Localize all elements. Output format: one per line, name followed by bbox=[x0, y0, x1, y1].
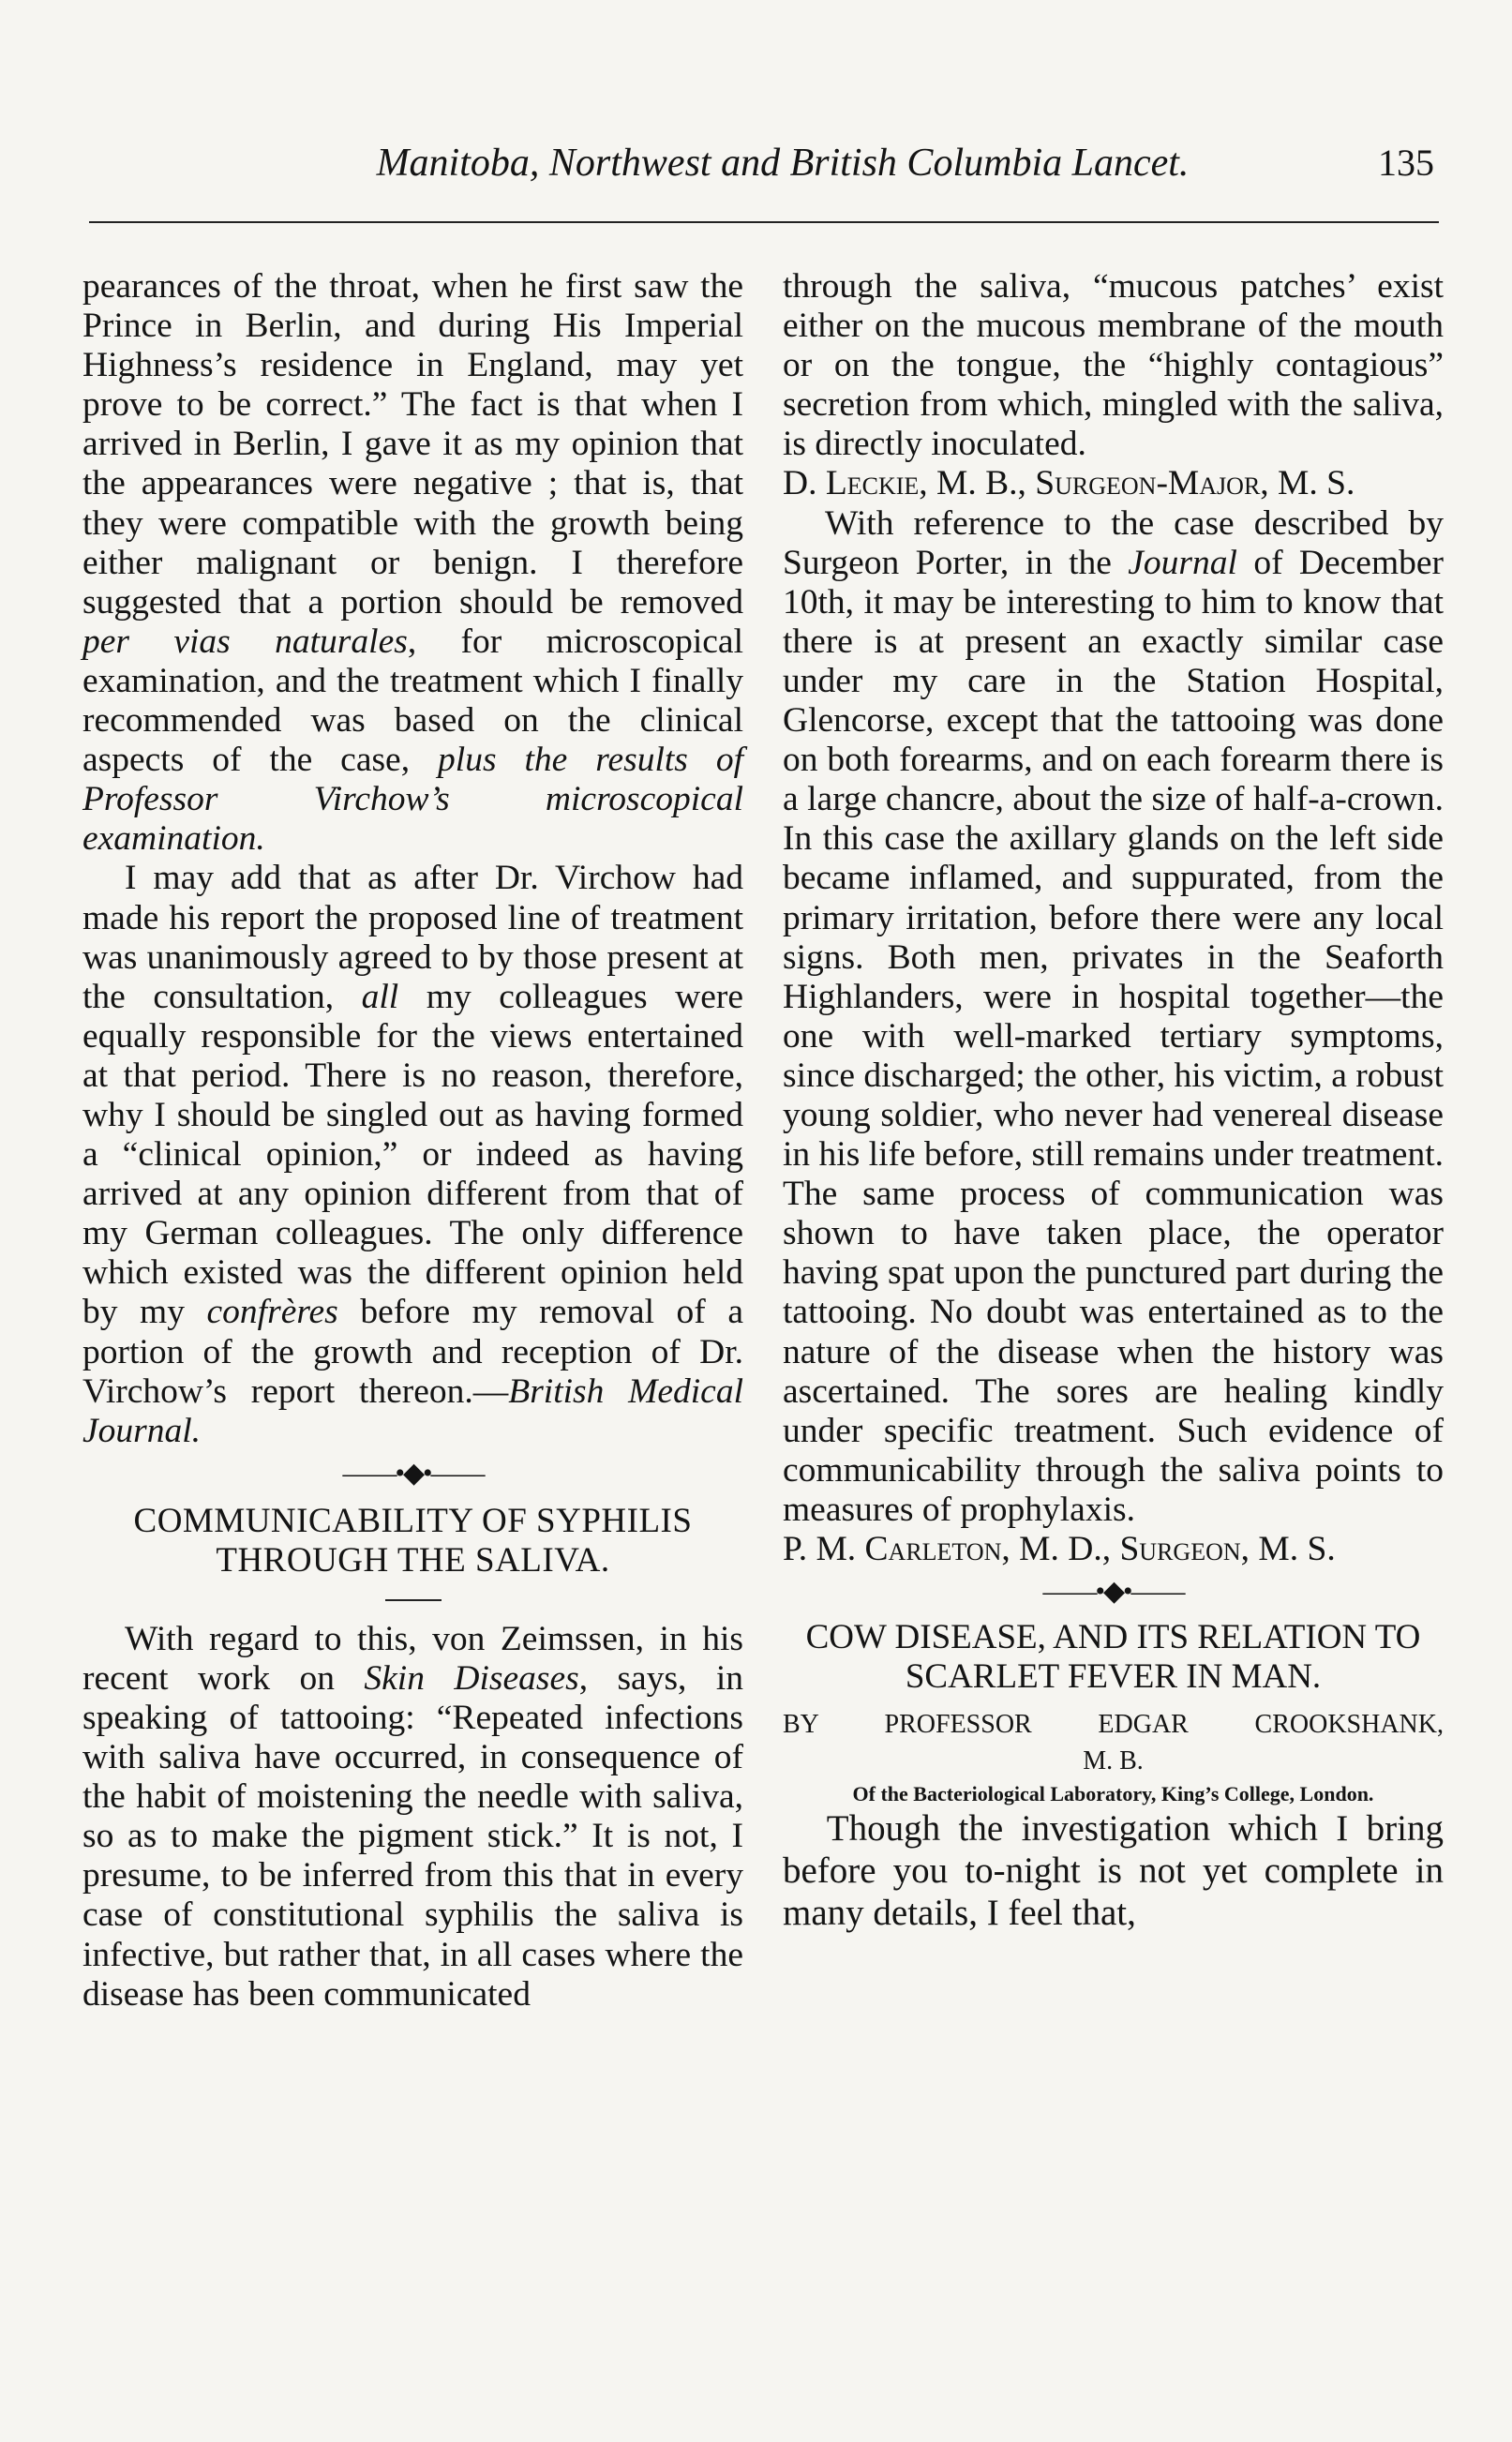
affiliation: Of the Bacteriological Laboratory, King’s College, London. bbox=[852, 1782, 1374, 1806]
section-separator: ——•◆•—— bbox=[342, 1457, 484, 1489]
running-title: Manitoba, Northwest and British Columbia Lancet. bbox=[376, 142, 1190, 185]
right-column bbox=[783, 267, 1444, 1934]
byline: BY PROFESSOR EDGAR CROOKSHANK, bbox=[783, 1710, 1444, 1740]
short-rule bbox=[385, 1599, 442, 1601]
paragraph: With regard to this, von Zeimssen, in his recent work on Skin Diseases, says, in speaking of tattooing: “Repeated infections with saliva have occurred, in consequence of the habit of moistening the needle with saliva, so as to make the pigment stick.” It is not, I presume, to be inferred from this that in every case of constitutional syphilis the saliva is infective, but rather that, in all cases where the disease has been communicated bbox=[82, 1619, 743, 2014]
page-number: 135 bbox=[1378, 142, 1434, 184]
signature: D. Leckie, M. B., Surgeon-Major, M. S. bbox=[783, 464, 1355, 503]
header-rule bbox=[89, 221, 1439, 223]
paragraph: I may add that as after Dr. Virchow had made his report the proposed line of treatment was unanimously agreed to by those present at the consultation, all my colleagues were equally responsible for the views entertained at that period. There is no reason, therefore, why I should be singled out as having formed a “clinical opinion,” or indeed as having arrived at any opinion different from that of my German colleagues. The only difference which existed was the different opinion held by my confrères before my removal of a portion of the growth and reception of Dr. Virchow’s report thereon.—British Medical Journal. bbox=[82, 859, 743, 1450]
section-separator: ——•◆•—— bbox=[1042, 1576, 1184, 1608]
article-heading: COW DISEASE, AND ITS RELATION TO SCARLET FEVER IN MAN. bbox=[805, 1618, 1421, 1697]
paragraph: through the saliva, “mucous patches’ exist either on the mucous membrane of the mouth or on the tongue, the “highly contagious” secretion from which, mingled with the saliva, is directly inoculated. bbox=[783, 267, 1444, 464]
signature: P. M. Carleton, M. D., Surgeon, M. S. bbox=[783, 1530, 1336, 1568]
left-column bbox=[82, 267, 743, 2015]
byline-degree: M. B. bbox=[1083, 1746, 1144, 1776]
source-citation: British Medical Journal. bbox=[82, 1371, 743, 1450]
paragraph: Though the investigation which I bring before you to-night is not yet complete in many details, I feel that, bbox=[783, 1808, 1444, 1934]
paragraph: pearances of the throat, when he first saw the Prince in Berlin, and during His Imperial Highness’s residence in England, may yet prove to be correct.” The fact is that when I arrived in Berlin, I gave it as my opinion that the appearances were negative ; that is, that they were compatible with the growth being either malignant or benign. I therefore suggested that a portion should be removed per vias naturales, for microscopical examination, and the treatment which I finally recommended was based on the clinical aspects of the case, plus the results of Professor Virchow’s microscopical examination. bbox=[82, 267, 743, 859]
article-heading: COMMUNICABILITY OF SYPHILIS THROUGH THE SALIVA. bbox=[133, 1501, 693, 1580]
paragraph: With reference to the case described by Surgeon Porter, in the Journal of December 10th, it may be interesting to him to know that there is at present an exactly similar case under my care in the Station Hospital, Glencorse, except that the tattooing was done on both forearms, and on each forearm there is a large chancre, about the size of half-a-crown. In this case the axillary glands on the left side became inflamed, and suppurated, from the primary irritation, before there were any local signs. Both men, privates in the Seaforth Highlanders, were in hospital together—the one with well-marked tertiary symptoms, since discharged; the other, his victim, a robust young soldier, who never had venereal disease in his life before, still remains under treatment. The same process of communication was shown to have taken place, the operator having spat upon the punctured part during the tattooing. No doubt was entertained as to the nature of the disease when the history was ascertained. The sores are healing kindly under specific treatment. Such evidence of communicability through the saliva points to measures of prophylaxis. bbox=[783, 503, 1444, 1529]
running-header bbox=[84, 141, 1434, 197]
